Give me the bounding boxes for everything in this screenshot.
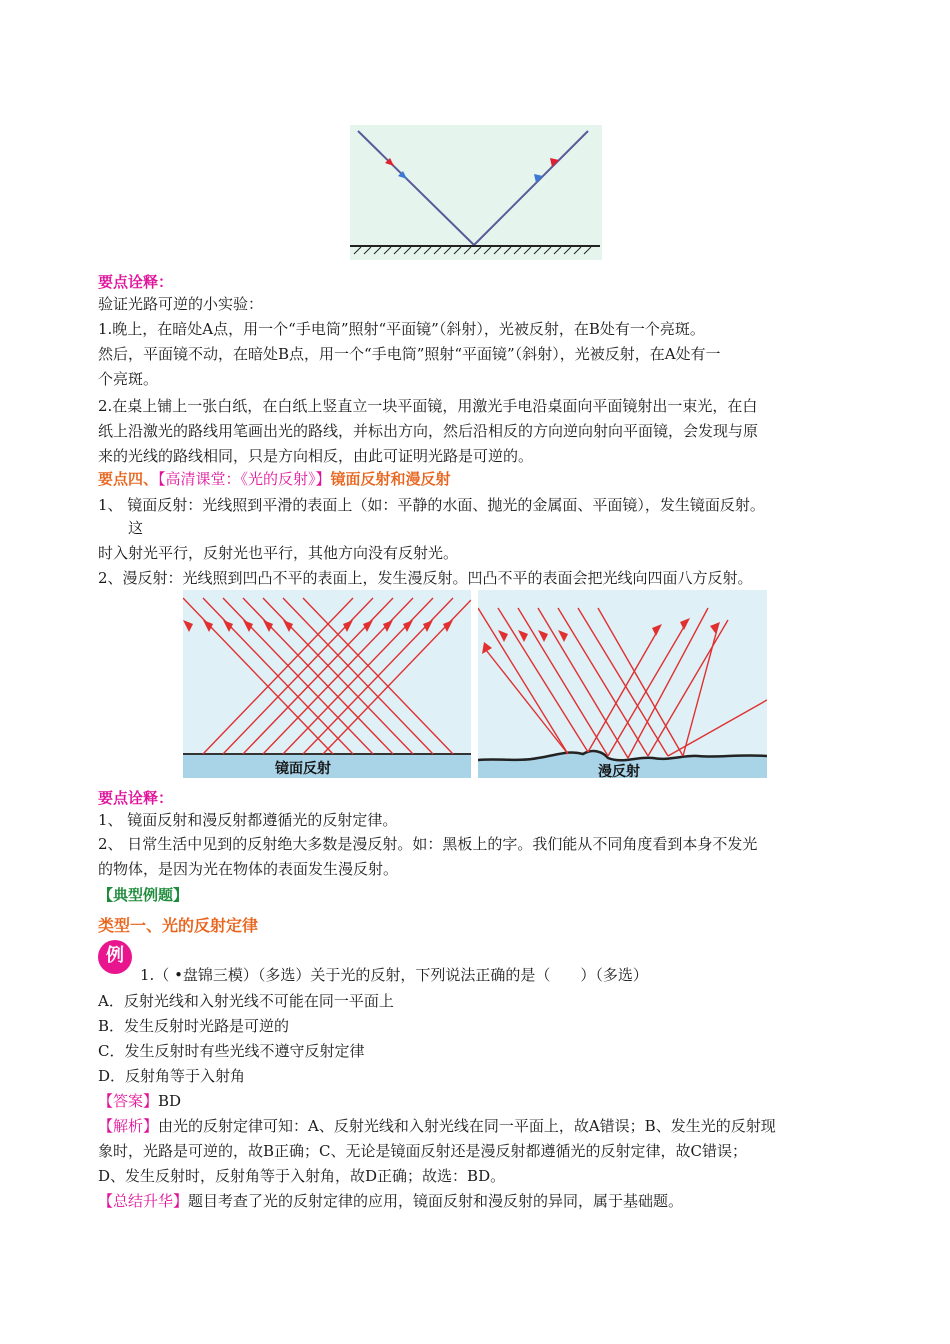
paragraph-line: 这 bbox=[128, 519, 144, 537]
analysis-line: 象时，光路是可逆的，故B正确；C、无论是镜面反射还是漫反射都遵循光的反射定律，故C错误； bbox=[98, 1142, 747, 1160]
paragraph-line: 个亮斑。 bbox=[98, 370, 159, 388]
summary-line bbox=[98, 1189, 683, 1213]
answer-label: 【答案】 bbox=[98, 1092, 159, 1110]
analysis-line: D、发生反射时，反射角等于入射角，故D正确；故选：BD。 bbox=[98, 1167, 506, 1185]
paragraph-line: 验证光路可逆的小实验： bbox=[98, 295, 264, 313]
specular-caption: 镜面反射 bbox=[275, 761, 331, 777]
key-points-heading: 要点诠释： bbox=[98, 273, 174, 291]
lesson-link[interactable]: 【高清课堂：《光的反射》】 bbox=[158, 470, 331, 488]
reflection-diagram bbox=[350, 125, 602, 260]
option-b: B．发生反射时光路是可逆的 bbox=[98, 1017, 290, 1035]
option-d: D．反射角等于入射角 bbox=[98, 1067, 246, 1085]
paragraph-line: 的物体，是因为光在物体的表面发生漫反射。 bbox=[98, 860, 399, 878]
option-a: A．反射光线和入射光线不可能在同一平面上 bbox=[98, 992, 394, 1010]
paragraph-line: 纸上沿激光的路线用笔画出光的路线，并标出方向，然后沿相反的方向逆向射向平面镜，会发现与原 bbox=[98, 422, 759, 440]
paragraph-line: 2、 日常生活中见到的反射绝大多数是漫反射。如：黑板上的字。我们能从不同角度看到本身不发光 bbox=[98, 835, 758, 853]
paragraph-line: 1、 镜面反射：光线照到平滑的表面上（如：平静的水面、抛光的金属面、平面镜），发生镜面反射。 bbox=[98, 496, 765, 514]
question-text: 1.（ •盘锦三模）（多选）关于光的反射，下列说法正确的是（ ）（多选） bbox=[140, 966, 648, 984]
paragraph-line: 来的光线的路线相同，只是方向相反，由此可证明光路是可逆的。 bbox=[98, 447, 534, 465]
diffuse-reflection-diagram bbox=[478, 590, 767, 778]
examples-heading: 【典型例题】 bbox=[98, 886, 189, 904]
option-c: C．发生反射时有些光线不遵守反射定律 bbox=[98, 1042, 365, 1060]
summary-text: 题目考查了光的反射定律的应用，镜面反射和漫反射的异同，属于基础题。 bbox=[188, 1192, 684, 1210]
answer-value: BD bbox=[158, 1092, 182, 1110]
analysis-line bbox=[98, 1114, 776, 1138]
specular-reflection-diagram bbox=[183, 590, 471, 778]
paragraph-line: 2.在桌上铺上一张白纸，在白纸上竖直立一块平面镜，用激光手电沿桌面向平面镜射出一束光，在白 bbox=[98, 397, 758, 415]
summary-label: 【总结升华】 bbox=[98, 1192, 189, 1210]
section-heading bbox=[98, 467, 451, 491]
badge-label: 例 bbox=[106, 945, 124, 966]
heading-suffix: 镜面反射和漫反射 bbox=[330, 470, 451, 488]
analysis-text: 由光的反射定律可知：A、反射光线和入射光线在同一平面上，故A错误；B、发生光的反射现 bbox=[158, 1117, 776, 1135]
paragraph-line: 然后，平面镜不动，在暗处B点，用一个“手电筒”照射“平面镜”（斜射），光被反射，在A处有一 bbox=[98, 345, 721, 363]
type-heading: 类型一、光的反射定律 bbox=[98, 916, 259, 935]
key-points-heading: 要点诠释： bbox=[98, 789, 174, 807]
example-badge bbox=[98, 940, 132, 974]
paragraph-line: 2、漫反射：光线照到凹凸不平的表面上，发生漫反射。凹凸不平的表面会把光线向四面八方反射。 bbox=[98, 569, 753, 587]
paragraph-line: 1.晚上，在暗处A点，用一个“手电筒”照射“平面镜”（斜射），光被反射，在B处有一个亮斑。 bbox=[98, 320, 705, 338]
heading-prefix: 要点四、 bbox=[98, 470, 159, 488]
analysis-label: 【解析】 bbox=[98, 1117, 159, 1135]
paragraph-line: 时入射光平行，反射光也平行，其他方向没有反射光。 bbox=[98, 544, 459, 562]
answer-line bbox=[98, 1089, 181, 1113]
paragraph-line: 1、 镜面反射和漫反射都遵循光的反射定律。 bbox=[98, 811, 398, 829]
diffuse-caption: 漫反射 bbox=[598, 764, 640, 778]
